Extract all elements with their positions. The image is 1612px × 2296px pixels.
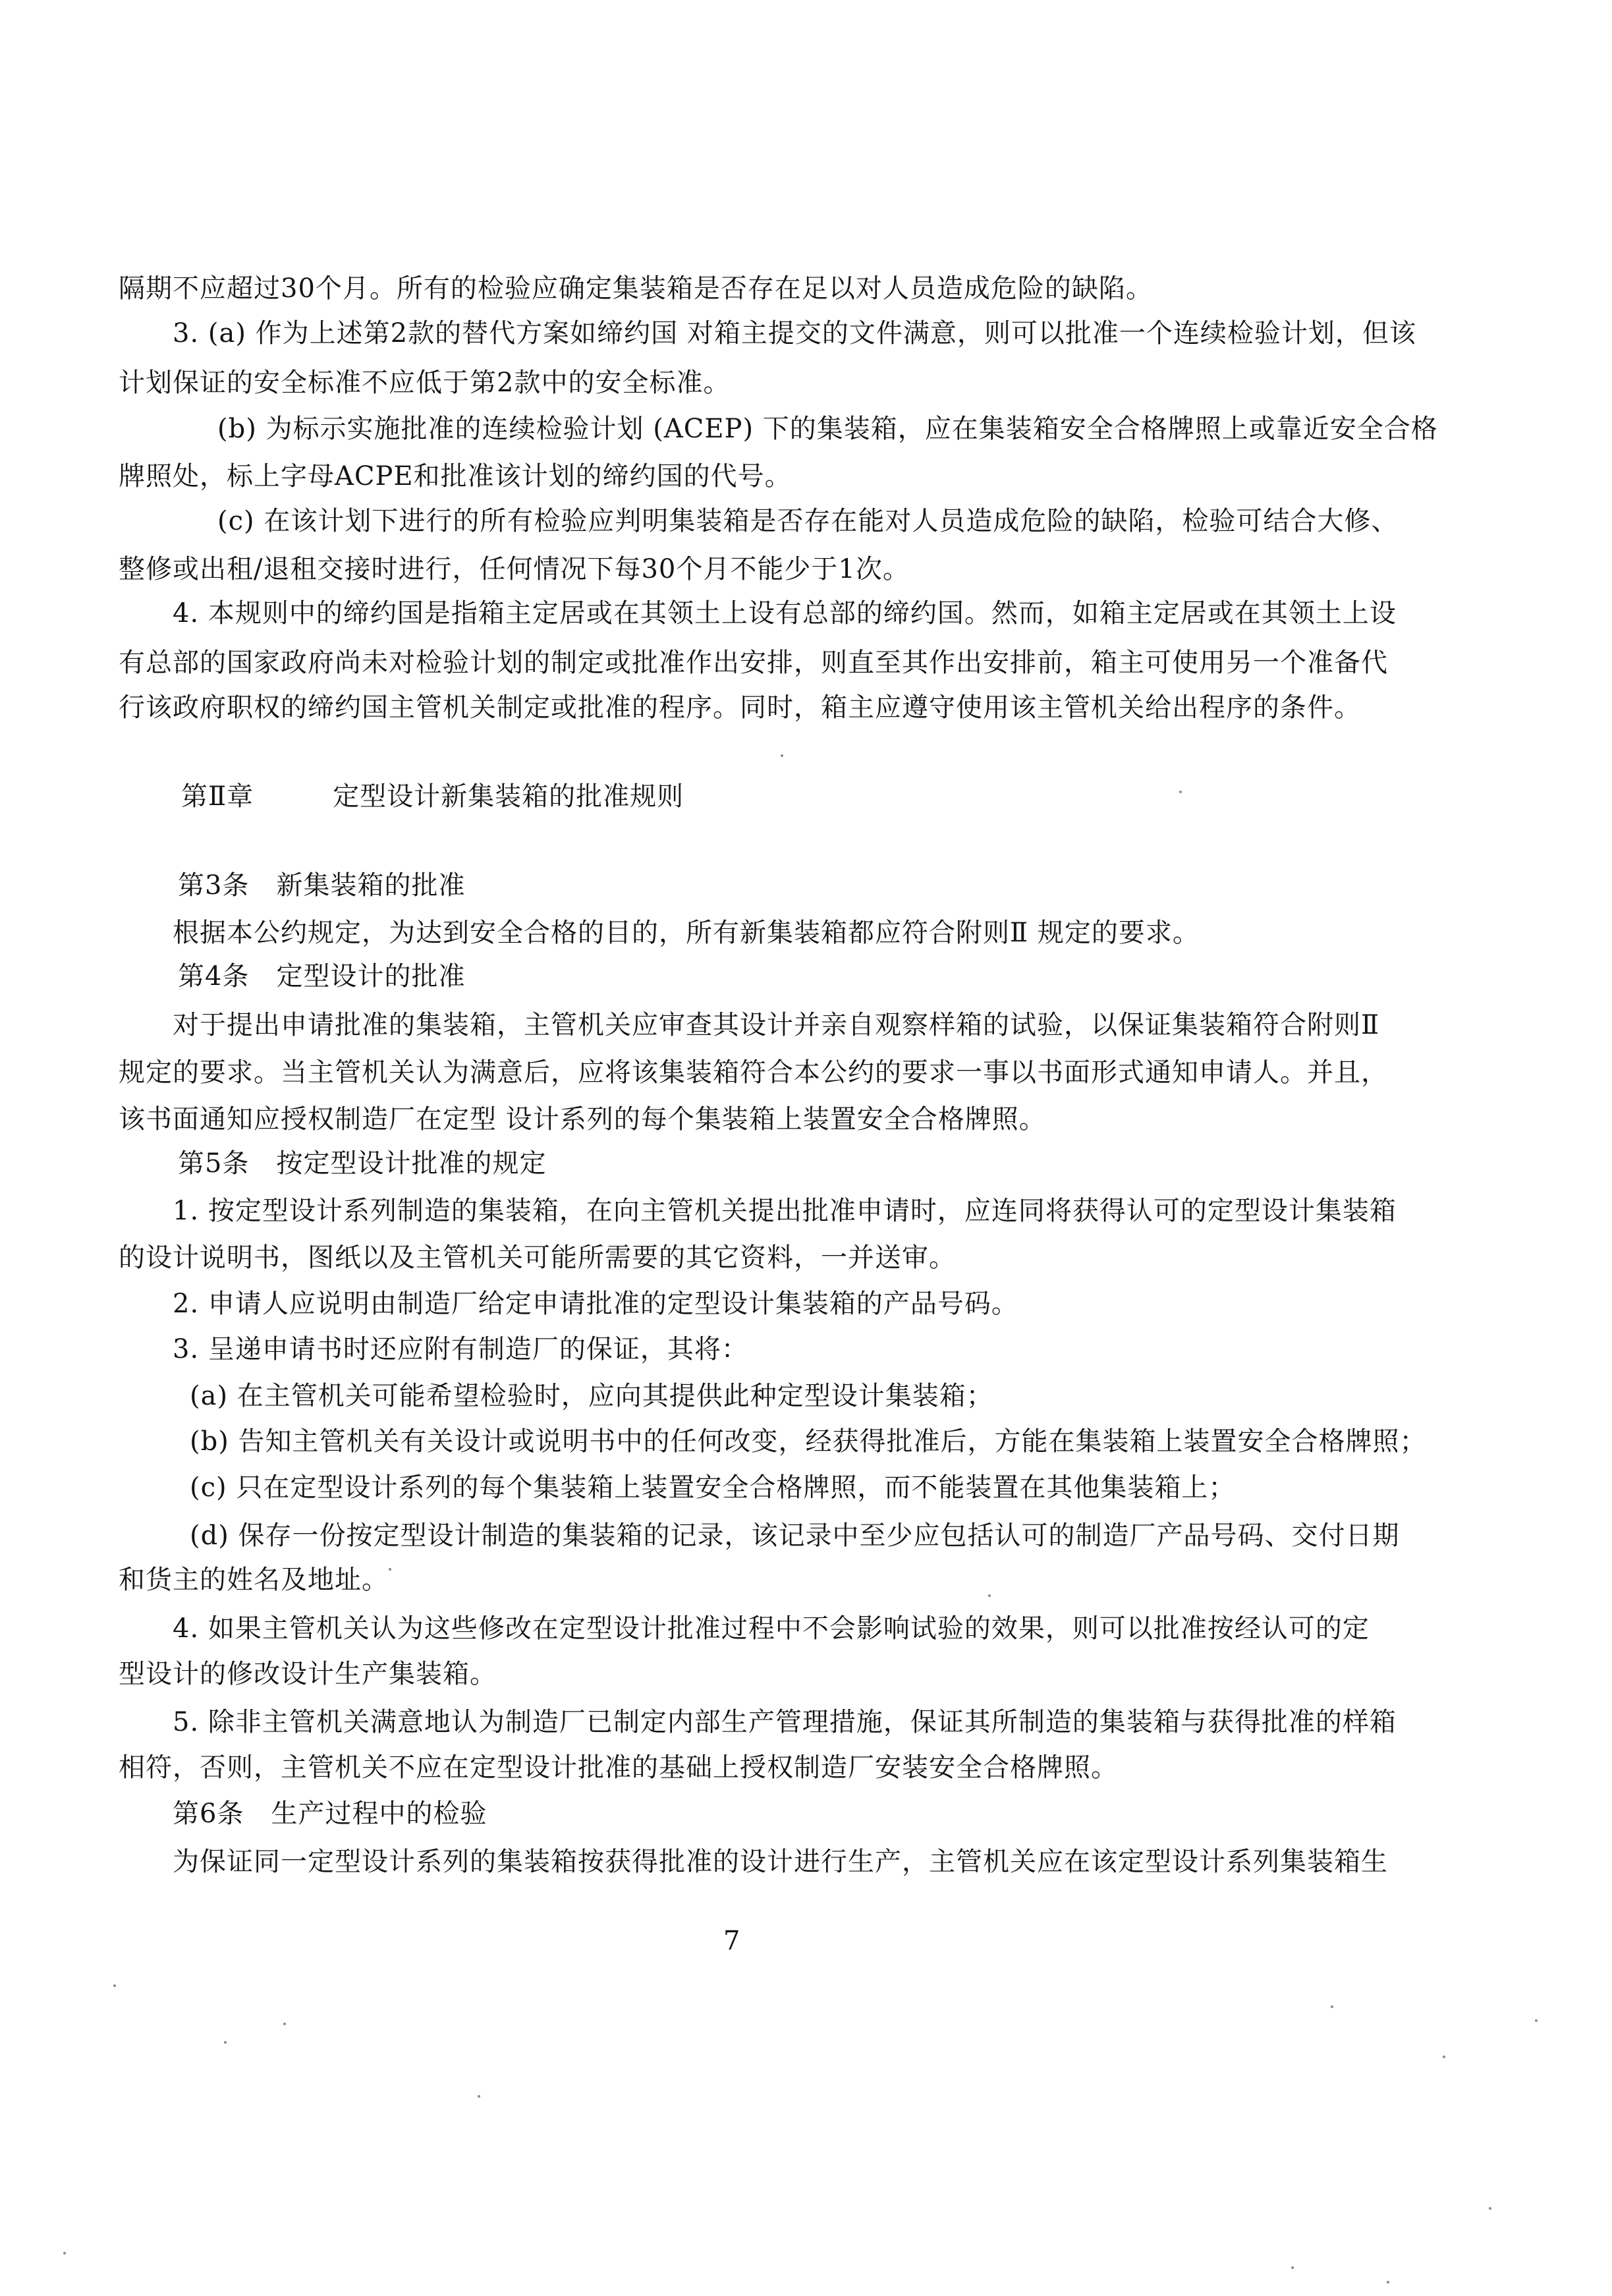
text-line: 3. (a) 作为上述第2款的替代方案如缔约国 对箱主提交的文件满意，则可以批准一个连续检验计划，但该: [173, 318, 1416, 349]
text-line: 5. 除非主管机关满意地认为制造厂已制定内部生产管理措施，保证其所制造的集装箱与获得批准的样箱: [173, 1707, 1397, 1737]
text-line: 4. 本规则中的缔约国是指箱主定居或在其领土上设有总部的缔约国。然而，如箱主定居或在其领土上设: [173, 598, 1397, 629]
scan-speck: [1443, 2056, 1445, 2058]
scan-speck: [781, 754, 783, 757]
scan-speck: [113, 1984, 116, 1987]
text-line: (c) 在该计划下进行的所有检验应判明集装箱是否存在能对人员造成危险的缺陷，检验可结合大修、: [217, 506, 1399, 536]
text-line: 型设计的修改设计生产集装箱。: [119, 1659, 497, 1689]
text-line: (a) 在主管机关可能希望检验时，应向其提供此种定型设计集装箱；: [190, 1381, 993, 1411]
text-line: 根据本公约规定，为达到安全合格的目的，所有新集装箱都应符合附则Ⅱ 规定的要求。: [173, 918, 1200, 948]
text-line: 为保证同一定型设计系列的集装箱按获得批准的设计进行生产，主管机关应在该定型设计系列集装箱生: [173, 1847, 1388, 1877]
text-line: 1. 按定型设计系列制造的集装箱，在向主管机关提出批准申请时，应连同将获得认可的定型设计集装箱: [173, 1196, 1397, 1226]
scan-speck: [1291, 2266, 1294, 2269]
text-line: 规定的要求。当主管机关认为满意后，应将该集装箱符合本公约的要求一事以书面形式通知申请人。并且，: [119, 1057, 1388, 1088]
text-line: 有总部的国家政府尚未对检验计划的制定或批准作出安排，则直至其作出安排前，箱主可使用另一个准备代: [119, 648, 1388, 678]
text-line: 3. 呈递申请书时还应附有制造厂的保证，其将：: [173, 1334, 748, 1364]
scan-speck: [988, 1594, 991, 1597]
text-line: 和货主的姓名及地址。: [119, 1565, 389, 1595]
scan-speck: [478, 2095, 480, 2098]
scan-speck: [1179, 791, 1182, 793]
chapter-heading: [181, 779, 684, 814]
article-heading: 第4条 定型设计的批准: [178, 961, 466, 992]
text-line: 相符，否则，主管机关不应在定型设计批准的基础上授权制造厂安装安全合格牌照。: [119, 1752, 1118, 1783]
scan-speck: [1331, 2005, 1333, 2008]
text-line: 整修或出租/退租交接时进行，任何情况下每30个月不能少于1次。: [119, 554, 910, 584]
text-line: 该书面通知应授权制造厂在定型 设计系列的每个集装箱上装置安全合格牌照。: [119, 1104, 1046, 1134]
article-heading: 第6条 生产过程中的检验: [173, 1799, 487, 1829]
text-line: 计划保证的安全标准不应低于第2款中的安全标准。: [119, 368, 731, 398]
text-line: 牌照处，标上字母ACPE和批准该计划的缔约国的代号。: [119, 461, 792, 491]
scan-speck: [283, 2023, 286, 2025]
text-line: (d) 保存一份按定型设计制造的集装箱的记录，该记录中至少应包括认可的制造厂产品号码、交付日期: [190, 1521, 1400, 1551]
scan-speck: [1489, 2207, 1491, 2210]
scan-speck: [1387, 2281, 1389, 2283]
text-line: 4. 如果主管机关认为这些修改在定型设计批准过程中不会影响试验的效果，则可以批准按经认可的定: [173, 1613, 1370, 1644]
text-line: (c) 只在定型设计系列的每个集装箱上装置安全合格牌照，而不能装置在其他集装箱上；: [190, 1472, 1236, 1503]
text-line: 的设计说明书，图纸以及主管机关可能所需要的其它资料，一并送审。: [119, 1243, 956, 1273]
article-heading: 第3条 新集装箱的批准: [178, 870, 466, 901]
text-line: 2. 申请人应说明由制造厂给定申请批准的定型设计集装箱的产品号码。: [173, 1289, 1018, 1319]
text-line: (b) 告知主管机关有关设计或说明书中的任何改变，经获得批准后，方能在集装箱上装置安全合格牌照；: [190, 1426, 1427, 1457]
text-line: 隔期不应超过30个月。所有的检验应确定集装箱是否存在足以对人员造成危险的缺陷。: [119, 273, 1153, 304]
chapter-title: 定型设计新集装箱的批准规则: [333, 781, 684, 812]
text-line: (b) 为标示实施批准的连续检验计划 (ACEP) 下的集装箱，应在集装箱安全合格牌照上或靠近安全合格: [217, 414, 1438, 444]
scan-speck: [389, 1568, 391, 1571]
chapter-number: 第Ⅱ章: [181, 781, 254, 812]
page-number: 7: [723, 1926, 740, 1956]
article-heading: 第5条 按定型设计批准的规定: [178, 1148, 547, 1179]
scan-speck: [1535, 2019, 1538, 2022]
text-line: 行该政府职权的缔约国主管机关制定或批准的程序。同时，箱主应遵守使用该主管机关给出程序的条件。: [119, 692, 1361, 723]
scan-speck: [224, 2041, 227, 2044]
text-line: 对于提出申请批准的集装箱，主管机关应审查其设计并亲自观察样箱的试验，以保证集装箱符合附则Ⅱ: [173, 1010, 1380, 1040]
scan-speck: [63, 2252, 66, 2254]
